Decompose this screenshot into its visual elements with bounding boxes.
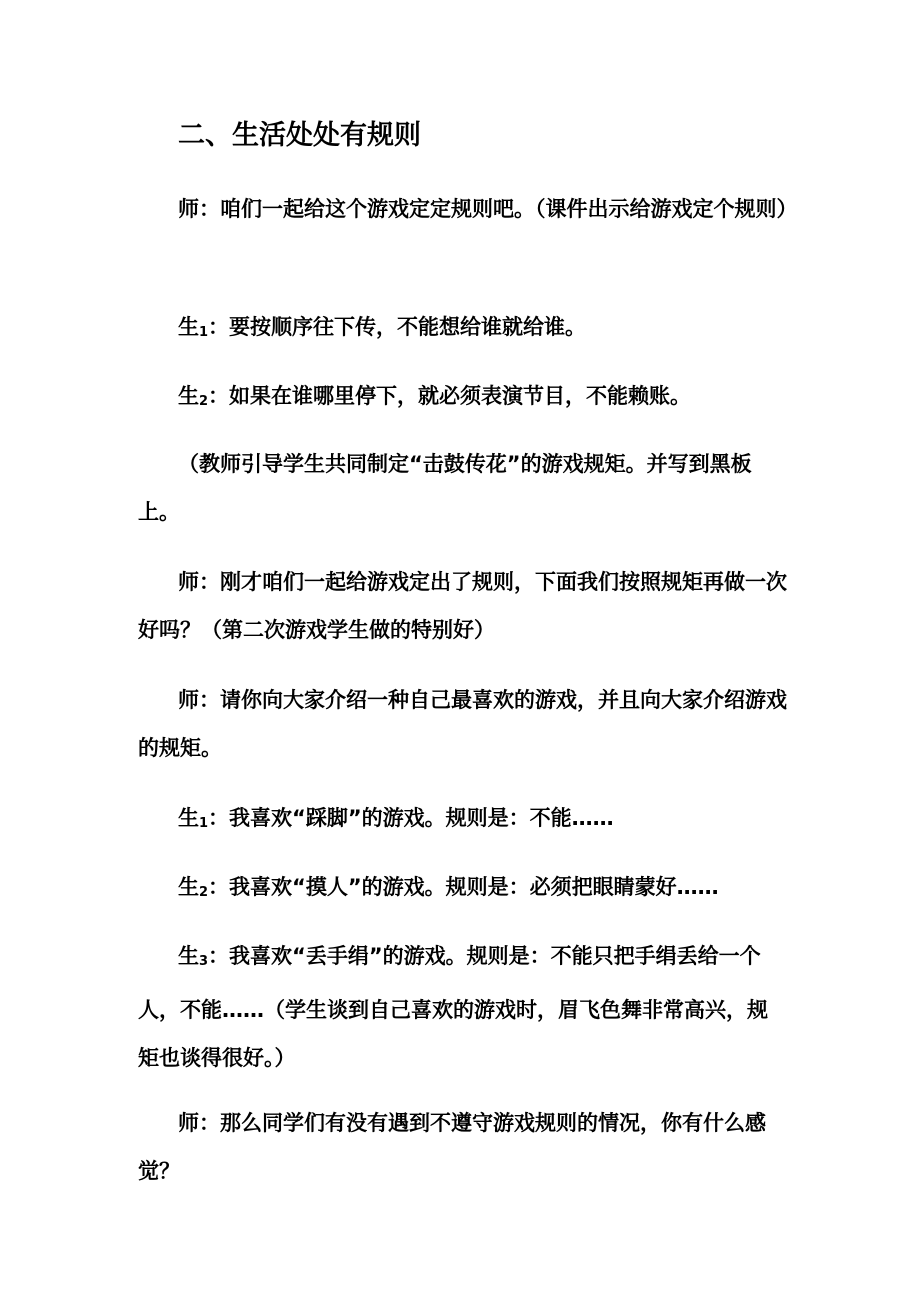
speaker: 生 bbox=[178, 944, 199, 968]
paragraph-teacher-2 bbox=[138, 558, 788, 654]
speaker: 生 bbox=[178, 315, 199, 339]
speaker: 师 bbox=[178, 688, 199, 712]
paragraph-note bbox=[138, 440, 788, 536]
paragraph-student-4 bbox=[138, 863, 788, 917]
section-heading: 二、生活处处有规则 bbox=[178, 120, 421, 151]
paragraph-teacher-4 bbox=[138, 1099, 788, 1195]
paragraph-text: ：咱们一起给这个游戏定定规则吧。（课件出示给游戏定个规则） bbox=[199, 197, 798, 221]
paragraph-teacher-1 bbox=[138, 185, 798, 233]
paragraph-text: ：我喜欢“摸人”的游戏。规则是：必须把眼睛蒙好…… bbox=[208, 875, 719, 899]
speaker: 师 bbox=[178, 570, 199, 594]
paragraph-text: （教师引导学生共同制定“击鼓传花”的游戏规矩。并写到黑板上。 bbox=[138, 452, 752, 524]
speaker: 师 bbox=[178, 1111, 199, 1135]
speaker-number: 3 bbox=[199, 954, 209, 969]
paragraph-text: ：我喜欢“踩脚”的游戏。规则是：不能…… bbox=[208, 806, 614, 830]
paragraph-text: ：如果在谁哪里停下，就必须表演节目，不能赖账。 bbox=[208, 384, 692, 408]
paragraph-text: ：请你向大家介绍一种自己最喜欢的游戏，并且向大家介绍游戏的规矩。 bbox=[138, 688, 787, 760]
paragraph-teacher-3 bbox=[138, 676, 788, 772]
paragraph-student-3 bbox=[138, 794, 788, 848]
paragraph-student-1 bbox=[138, 303, 788, 357]
speaker: 生 bbox=[178, 875, 199, 899]
speaker: 师 bbox=[178, 197, 199, 221]
speaker-number: 1 bbox=[199, 325, 209, 340]
paragraph-student-5 bbox=[138, 932, 788, 1082]
speaker-number: 2 bbox=[199, 394, 209, 409]
paragraph-text: ：我喜欢“丢手绢”的游戏。规则是：不能只把手绢丢给一个人，不能……（学生谈到自己喜欢的游戏时，眉飞色舞非常高兴，规矩也谈得很好。） bbox=[138, 944, 768, 1070]
speaker: 生 bbox=[178, 384, 199, 408]
speaker-number: 2 bbox=[199, 885, 209, 900]
paragraph-text: ：那么同学们有没有遇到不遵守游戏规则的情况，你有什么感觉？ bbox=[138, 1111, 766, 1183]
paragraph-text: ：要按顺序往下传，不能想给谁就给谁。 bbox=[208, 315, 587, 339]
paragraph-student-2 bbox=[138, 372, 788, 426]
speaker: 生 bbox=[178, 806, 199, 830]
paragraph-text: ：刚才咱们一起给游戏定出了规则，下面我们按照规矩再做一次好吗？（第二次游戏学生做的特别好） bbox=[138, 570, 787, 642]
speaker-number: 1 bbox=[199, 816, 209, 831]
